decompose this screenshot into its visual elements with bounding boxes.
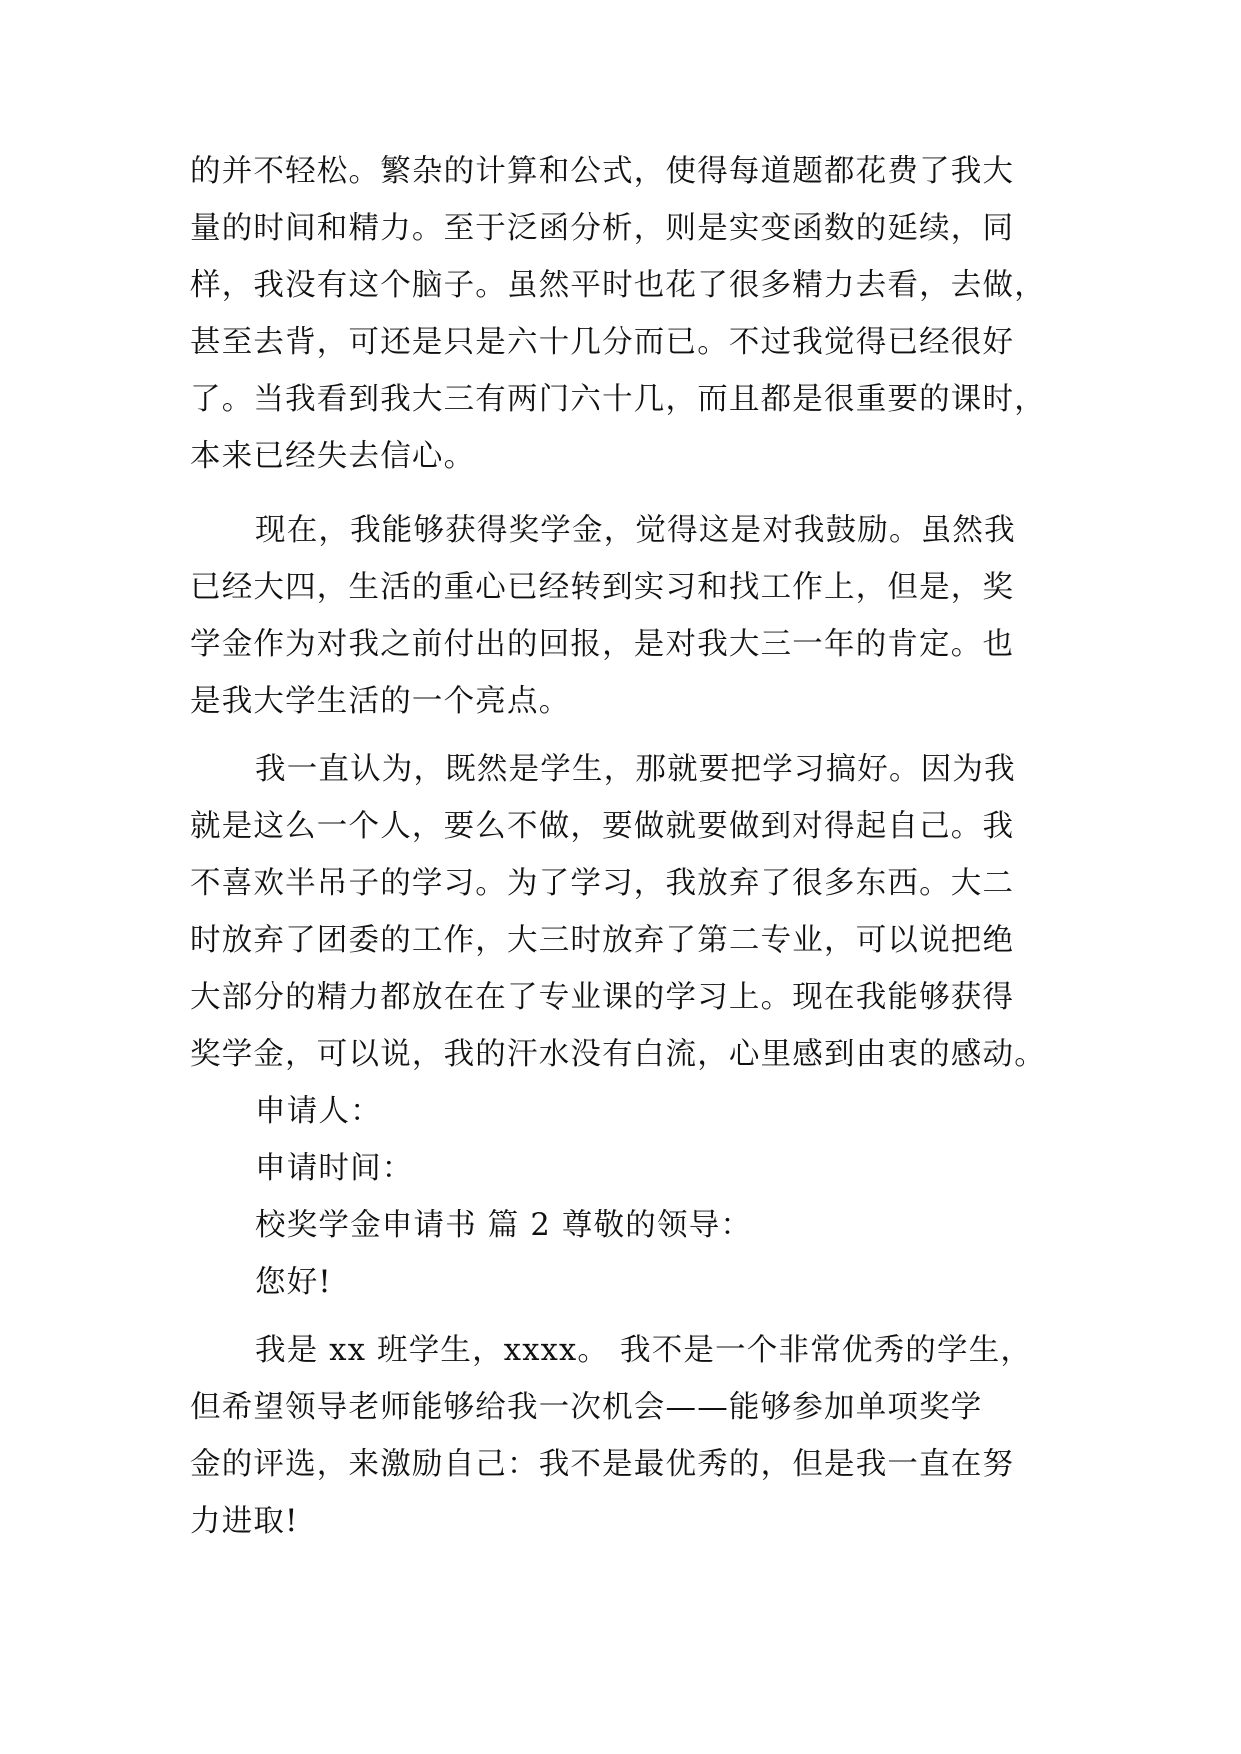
- paragraph-line: 奖学金，可以说，我的汗水没有白流，心里感到由衷的感动。: [190, 1037, 1046, 1072]
- section-heading: 校奖学金申请书 篇 2 尊敬的领导：: [255, 1208, 753, 1243]
- paragraph-line: 量的时间和精力。至于泛函分析，则是实变函数的延续，同: [190, 211, 1015, 246]
- paragraph-line: 了。当我看到我大三有两门六十几，而且都是很重要的课时，: [190, 382, 1046, 417]
- paragraph-line: 我一直认为，既然是学生，那就要把学习搞好。因为我: [255, 752, 1016, 787]
- paragraph-line: 本来已经失去信心。: [190, 439, 476, 474]
- paragraph-line: 的并不轻松。繁杂的计算和公式，使得每道题都花费了我大: [190, 154, 1015, 189]
- paragraph-line: 不喜欢半吊子的学习。为了学习，我放弃了很多东西。大二: [190, 866, 1015, 901]
- paragraph-line: 甚至去背，可还是只是六十几分而已。不过我觉得已经很好: [190, 325, 1015, 360]
- application-date-label: 申请时间：: [255, 1151, 414, 1186]
- paragraph-line: 大部分的精力都放在在了专业课的学习上。现在我能够获得: [190, 980, 1015, 1015]
- paragraph-line: 学金作为对我之前付出的回报，是对我大三一年的肯定。也: [190, 627, 1015, 662]
- paragraph-line: 力进取!: [190, 1504, 299, 1539]
- paragraph-line: 时放弃了团委的工作，大三时放弃了第二专业，可以说把绝: [190, 923, 1015, 958]
- paragraph-line: 样，我没有这个脑子。虽然平时也花了很多精力去看，去做，: [190, 268, 1046, 303]
- paragraph-line: 但希望领导老师能够给我一次机会——能够参加单项奖学: [190, 1390, 983, 1425]
- paragraph-line: 就是这么一个人，要么不做，要做就要做到对得起自己。我: [190, 809, 1015, 844]
- paragraph-line: 金的评选，来激励自己：我不是最优秀的，但是我一直在努: [190, 1447, 1015, 1482]
- paragraph-line: 我是 xx 班学生，xxxx。 我不是一个非常优秀的学生，: [255, 1333, 1033, 1368]
- paragraph-line: 现在，我能够获得奖学金，觉得这是对我鼓励。虽然我: [255, 513, 1016, 548]
- paragraph-line: 是我大学生活的一个亮点。: [190, 684, 571, 719]
- paragraph-line: 已经大四，生活的重心已经转到实习和找工作上，但是，奖: [190, 570, 1015, 605]
- applicant-label: 申请人：: [255, 1094, 382, 1129]
- greeting-line: 您好!: [255, 1265, 332, 1300]
